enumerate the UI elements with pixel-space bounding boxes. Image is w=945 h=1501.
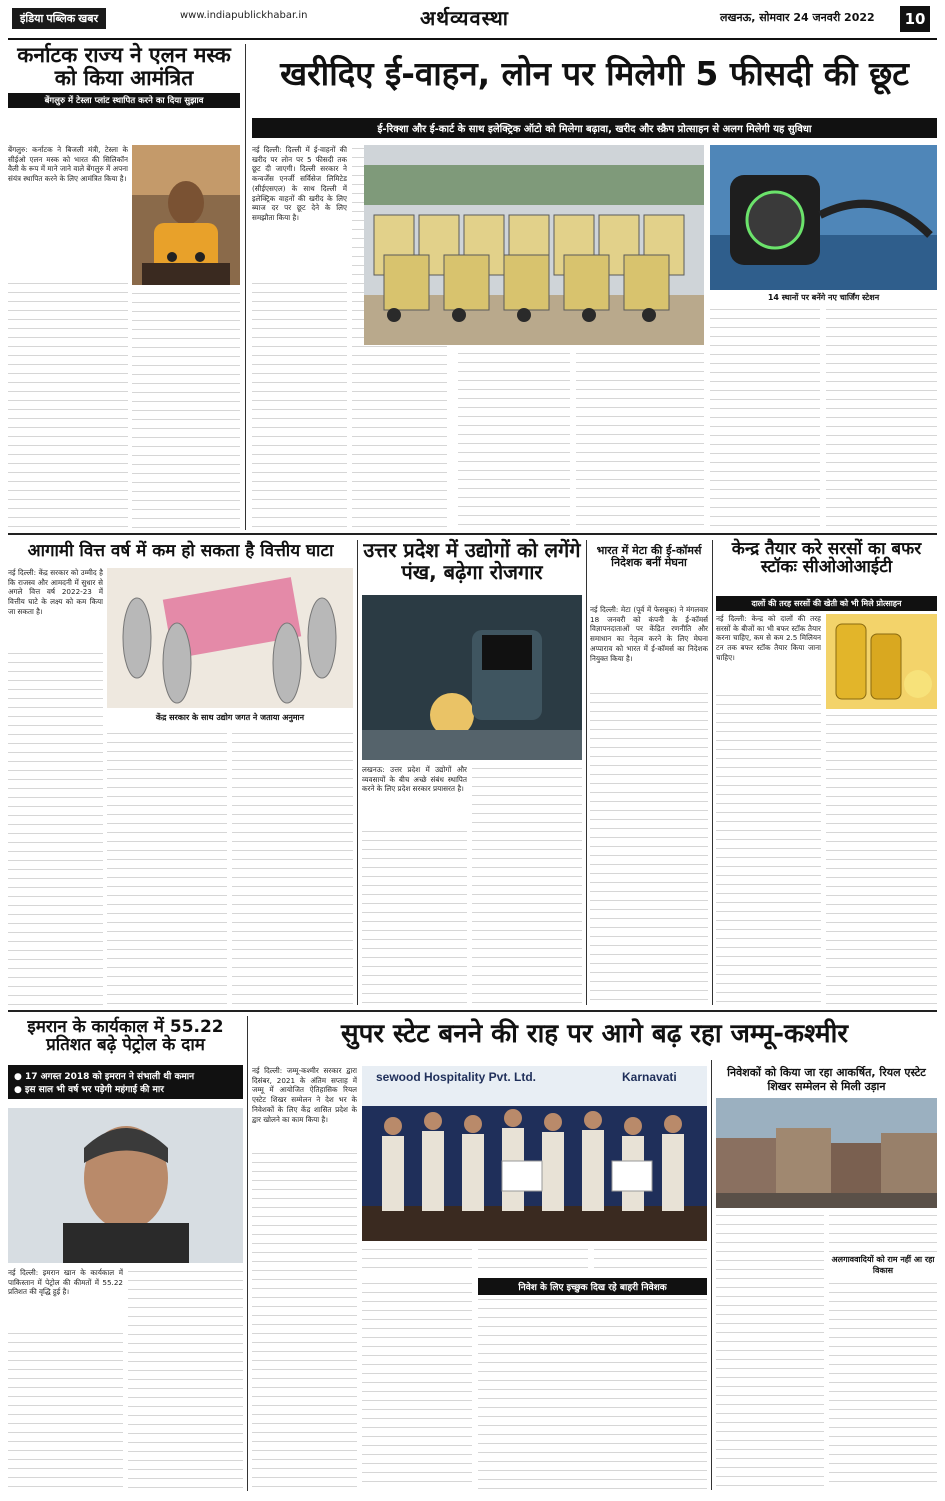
date-line: लखनऊ, सोमवार 24 जनवरी 2022 — [720, 11, 875, 24]
deficit-headline: आगामी वित्त वर्ष में कम हो सकता है वित्तीय घाटा — [27, 541, 334, 561]
column-divider — [712, 540, 713, 1005]
up-body-col1 — [362, 828, 467, 1005]
jk-side-subheading: अलगाववादियों को राम नहीं आ रहा विकास — [831, 1255, 935, 1275]
up-photo — [362, 595, 582, 760]
column-divider — [245, 44, 246, 530]
jk-side-body-col1 — [716, 1212, 824, 1490]
ev-photo-rickshaws — [364, 145, 704, 345]
column-divider — [586, 540, 587, 1005]
meta-body — [590, 690, 708, 1005]
meta-lead: नई दिल्ली: मेटा (पूर्व में फेसबुक) ने मंगलवार 18 जनवरी को कंपनी के ई-कॉमर्स विज्ञापनदाताओं पर केंद्रित रणनीति और समाधान का नेतृत्व करने के लिए मेघना अप्पाराव को भारत में ई-कॉमर्स का निदेशक नियुक्त किया है। — [590, 605, 708, 663]
ev-body-col5 — [710, 306, 820, 530]
mustard-body-col1 — [716, 692, 821, 1005]
jk-body-col4-top — [594, 1246, 707, 1276]
jk-body-col2-top — [362, 1246, 472, 1276]
ev-subhead: ई-रिक्शा और ई-कार्ट के साथ इलेक्ट्रिक ऑटो को मिलेगा बढ़ावा, खरीद और स्क्रैप प्रोत्साहन से अलग मिलेगी यह सुविधा — [252, 118, 937, 138]
karnataka-headline: कर्नाटक राज्य ने एलन मस्क को किया आमंत्रित — [17, 43, 231, 90]
pakistan-lead: नई दिल्ली: इमरान खान के कार्यकाल में पाकिस्तान में पेट्रोल की कीमतों में 55.22 प्रतिशत की वृद्धि हुई है। — [8, 1268, 123, 1297]
deficit-body-col1 — [8, 650, 103, 1005]
jk-sidebar-heading: निवेशकों को किया जा रहा आकर्षित, रियल एस्टेट शिखर सम्मेलन से मिली उड़ान — [727, 1066, 926, 1093]
pakistan-headline: इमरान के कार्यकाल में 55.22 प्रतिशत बढ़े पेट्रोल के दाम — [27, 1017, 224, 1056]
karnataka-body-2 — [132, 290, 240, 530]
ev-lead: नई दिल्ली: दिल्ली में ई-वाहनों की खरीद पर लोन पर 5 फीसदी तक छूट दी जाएगी। दिल्ली सरकार ने कन्वर्जेंस एनर्जी सर्विसेज लिमिटेड (सीईएसएल) के साथ दिल्ली में इलेक्ट्रिक वाहनों की खरीद के लिए ब्याज दर पर छूट देने के लिए समझौता किया है। — [252, 145, 347, 223]
page-number: 10 — [900, 6, 930, 32]
up-body-col2 — [472, 765, 582, 1005]
column-divider — [247, 1016, 248, 1491]
mustard-photo — [826, 614, 937, 709]
ev-body-col1 — [252, 280, 347, 530]
jk-side-body-col2 — [829, 1280, 937, 1490]
deficit-photo-caption: केंद्र सरकार के साथ उद्योग जगत ने जताया अनुमान — [155, 713, 305, 722]
karnataka-body — [8, 280, 128, 530]
deficit-body-col3 — [232, 730, 353, 1005]
jk-body-col3-top — [478, 1246, 588, 1276]
pakistan-body-col1 — [8, 1330, 123, 1490]
mustard-oil-photo — [826, 614, 937, 709]
section-title: अर्थव्यवस्था — [420, 6, 509, 30]
deficit-photo — [107, 568, 353, 708]
mustard-headline: केन्द्र तैयार करे सरसों का बफर स्टॉकः सीओओआईटी — [731, 539, 922, 578]
ev-body-col3 — [458, 350, 570, 530]
ev-photo-caption: 14 स्थानों पर बनेंगे नए चार्जिंग स्टेशन — [767, 293, 880, 302]
masthead — [0, 0, 945, 40]
up-lead: लखनऊ: उत्तर प्रदेश में उद्योगों और व्यवसायों के बीच अच्छे संबंध स्थापित करने के लिए प्रदेश सरकार प्रयासरत है। — [362, 765, 467, 794]
ev-body-col4 — [576, 350, 704, 530]
deficit-body-col2 — [107, 730, 227, 1005]
charging-station-photo — [710, 145, 937, 290]
pakistan-body-col2 — [128, 1268, 243, 1490]
photo-banner-text-right: Karnavati — [622, 1070, 677, 1084]
jk-side-photo — [716, 1098, 937, 1208]
column-divider — [711, 1060, 712, 1490]
jk-body-col2 — [362, 1280, 472, 1490]
up-headline: उत्तर प्रदेश में उद्योगों को लगेंगे पंख, बढ़ेगा रोजगार — [363, 538, 581, 584]
jk-side-body-col2-top — [829, 1212, 937, 1252]
photo-banner-text: sewood Hospitality Pvt. Ltd. — [376, 1070, 537, 1084]
pakistan-bullets — [8, 1065, 243, 1099]
summit-stage-photo — [362, 1066, 707, 1241]
welder-photo — [362, 595, 582, 760]
ev-headline: खरीदिए ई-वाहन, लोन पर मिलेगी 5 फीसदी की छूट — [280, 54, 909, 93]
jk-body-col1 — [252, 1150, 357, 1490]
karnataka-lead: बेंगलुरु: कर्नाटक ने बिजली मंत्री, टेस्ला के सीईओ एलन मस्क को भारत की सिलिकॉन वैली के रूप में माने जाने वाले बेंगलुरु में अपना संयंत्र स्थापित करने के लिए आमंत्रित किया है। — [8, 145, 128, 184]
jk-lead: नई दिल्ली: जम्मू-कश्मीर सरकार द्वारा दिसंबर, 2021 के अंतिम सप्ताह में जम्मू में आयोजित ऐतिहासिक रियल एस्टेट शिखर सम्मेलन ने देश भर के निवेशकों के लिए केंद्र शासित प्रदेश के द्वार खोलने का काम किया है। — [252, 1066, 357, 1124]
karnataka-photo — [132, 145, 240, 285]
jk-headline: सुपर स्टेट बनने की राह पर आगे बढ़ रहा जम्मू-कश्मीर — [341, 1019, 848, 1049]
mustard-lead: नई दिल्ली: केन्द्र को दालों की तरह सरसों के बीजों का भी बफर स्टॉक तैयार करना चाहिए, कम से कम 2.5 मिलियन टन तक बफर स्टॉक तैयार किया जाना चाहिए। — [716, 614, 821, 662]
pakistan-bullet-1: ● 17 अगस्त 2018 को इमरान ने संभाली थी कमान — [14, 1069, 237, 1082]
pakistan-photo — [8, 1108, 243, 1263]
article-karnataka — [8, 44, 240, 108]
paper-name: इंडिया पब्लिक खबर — [12, 8, 106, 29]
jk-inner-heading: निवेश के लिए इच्छुक दिख रहे बाहरी निवेशक — [478, 1278, 707, 1295]
deficit-lead: नई दिल्ली: केंद्र सरकार को उम्मीद है कि राजस्व और आमदनी में सुधार से अगले वित्त वर्ष 2022-23 में वित्तीय घाटे के लक्ष्य को कम किया जा सकता है। — [8, 568, 103, 616]
imran-khan-portrait — [8, 1108, 243, 1263]
jk-photo — [362, 1066, 707, 1241]
site-url[interactable]: www.indiapublickhabar.in — [180, 10, 308, 21]
ev-photo-charger — [710, 145, 937, 290]
section-divider — [8, 1010, 937, 1012]
kashmir-market-photo — [716, 1098, 937, 1208]
karnataka-subhead: बेंगलुरु में टेस्ला प्लांट स्थापित करने का दिया सुझाव — [8, 93, 240, 108]
mustard-body-col2 — [826, 712, 937, 1005]
mustard-subhead: दालों की तरह सरसों की खेती को भी मिले प्रोत्साहन — [716, 596, 937, 611]
meta-headline: भारत में मेटा की ई-कॉमर्स निदेशक बनीं मेघना — [596, 544, 702, 569]
pakistan-bullet-2: ● इस साल भी वर्ष भर पड़ेगी महंगाई की मार — [14, 1082, 237, 1095]
e-rickshaw-lot-photo — [364, 145, 704, 345]
section-divider — [8, 533, 937, 535]
currency-coins-photo — [107, 568, 353, 708]
column-divider — [357, 540, 358, 1005]
minister-press-photo — [132, 145, 240, 285]
ev-body-col6 — [826, 306, 937, 530]
jk-body-wide — [478, 1296, 707, 1490]
header-divider — [8, 38, 937, 40]
